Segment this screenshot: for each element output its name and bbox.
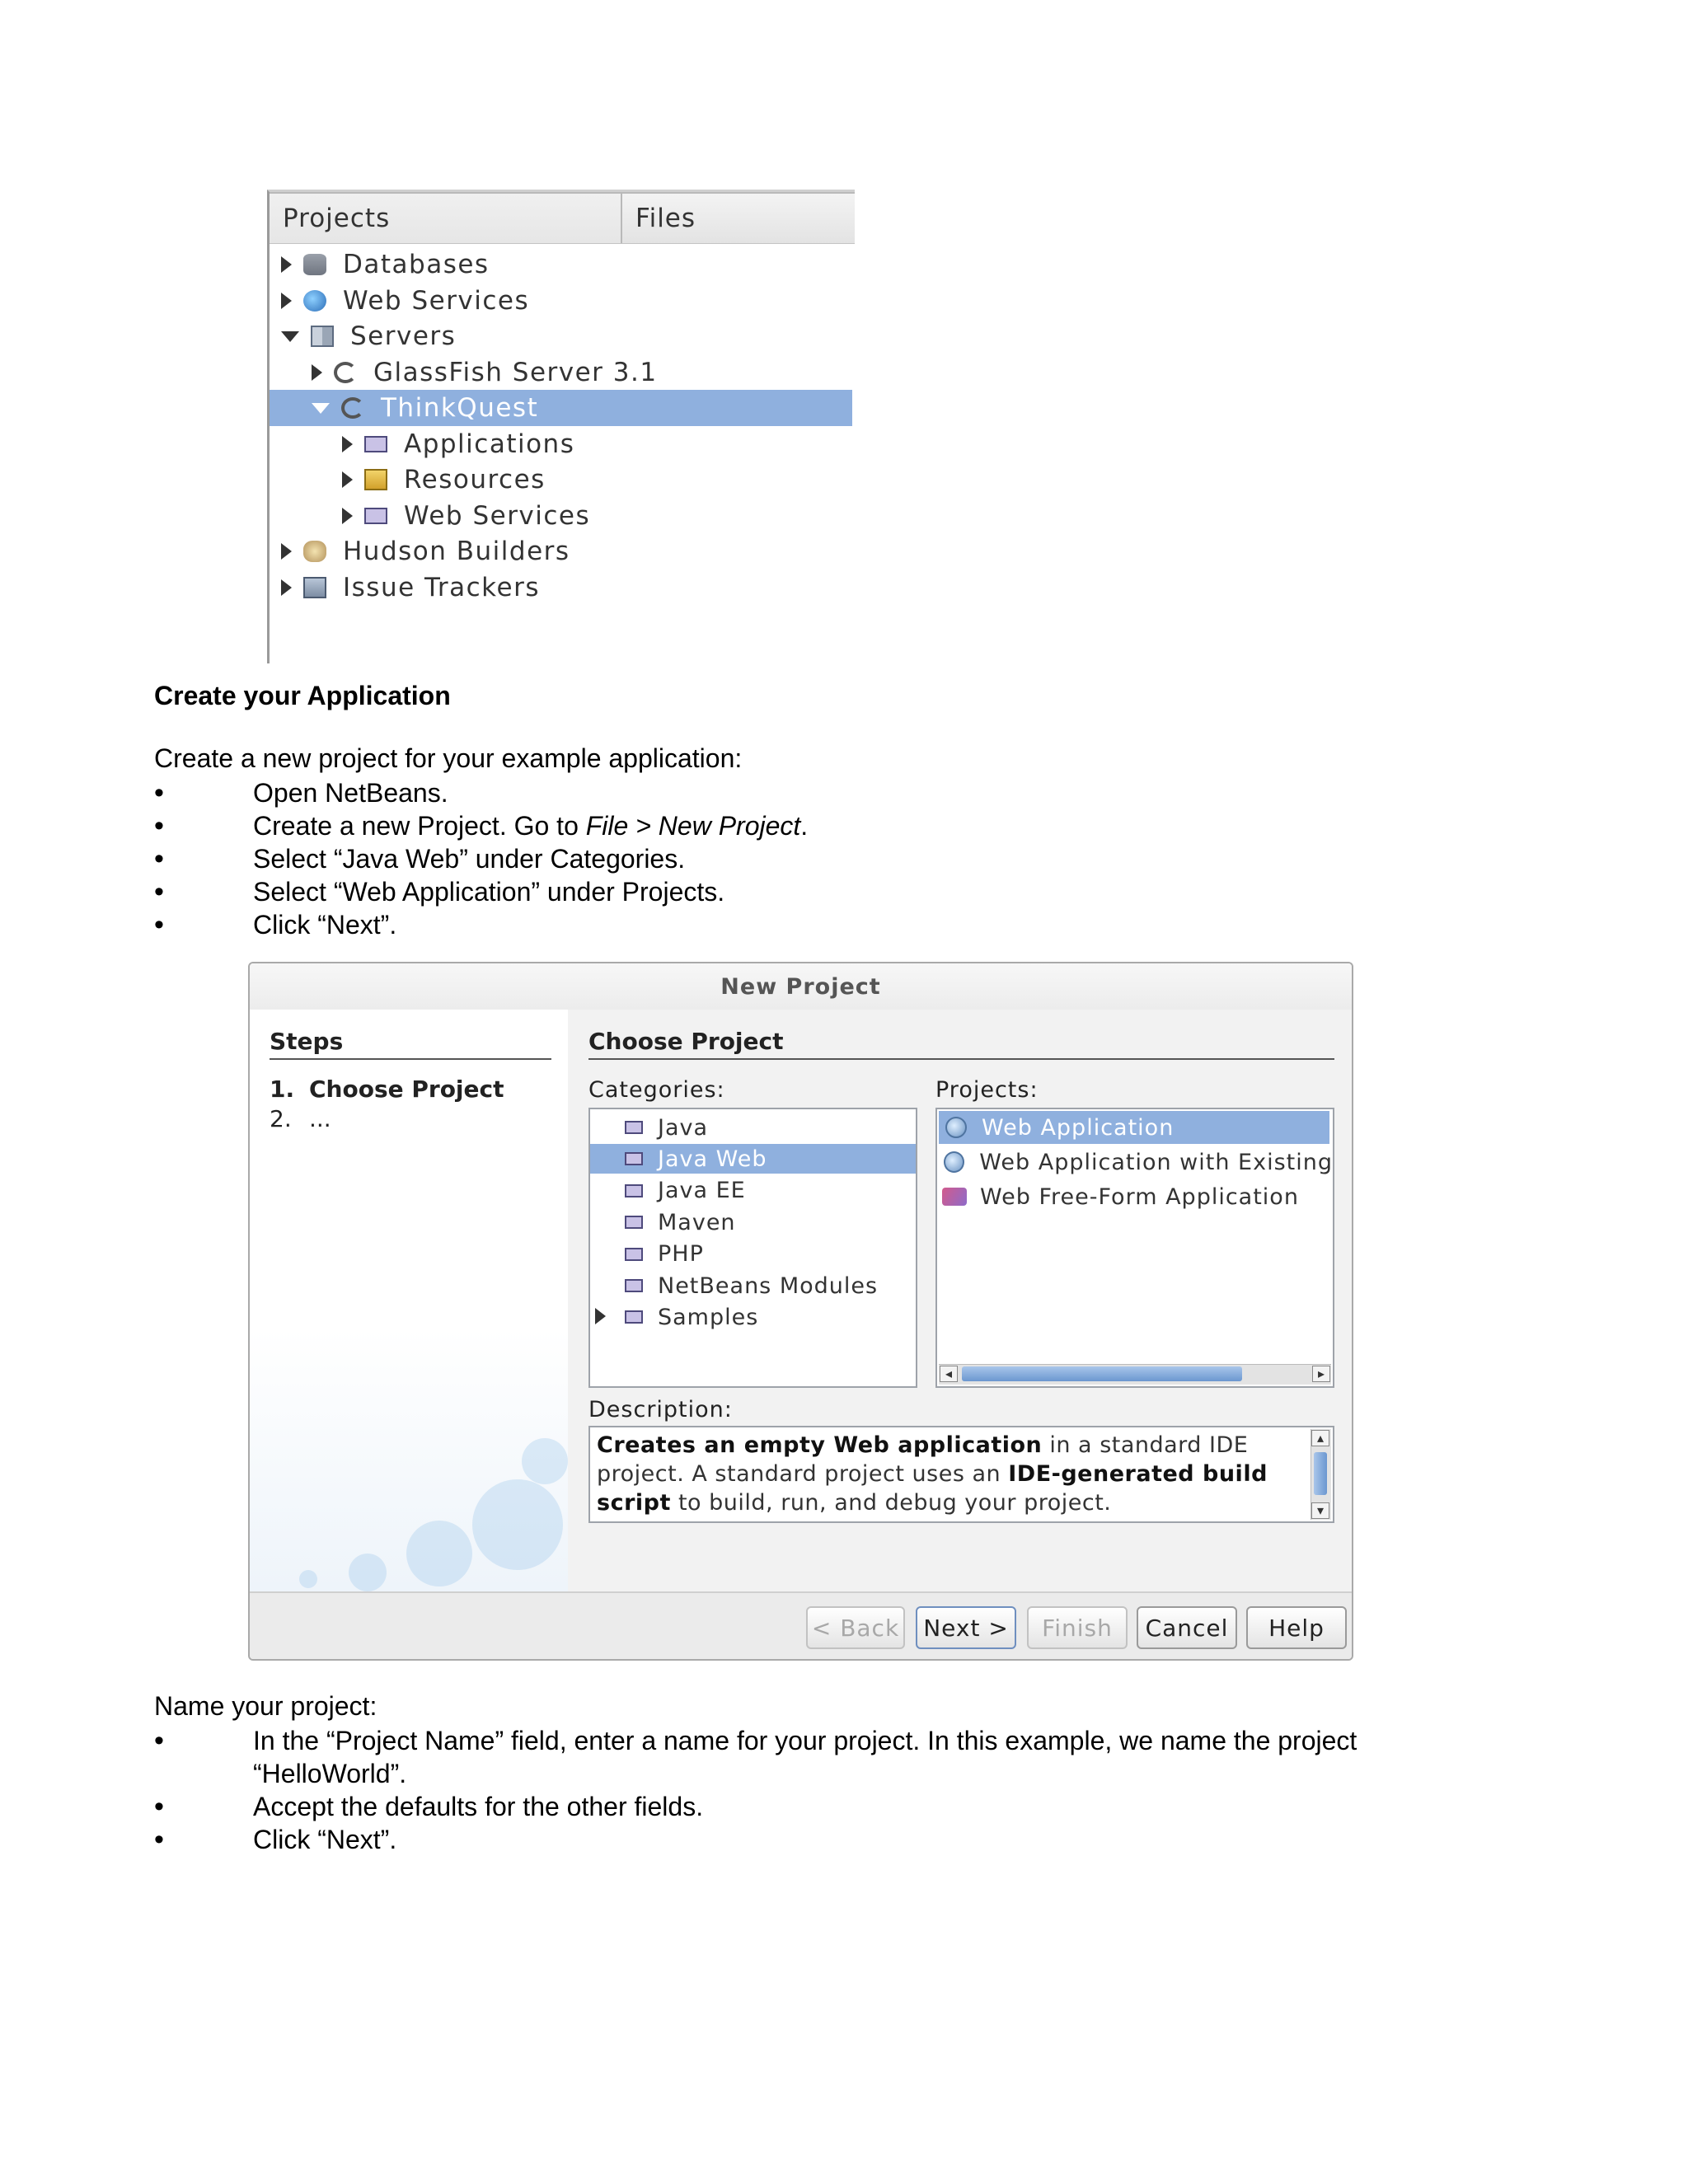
project-type-item[interactable]: Web Free-Form Application <box>937 1180 1333 1213</box>
tree-node-label: Hudson Builders <box>343 537 570 566</box>
wizard-step: 1. Choose Project <box>270 1076 504 1103</box>
projects-tree-panel <box>267 190 855 663</box>
folder-icon <box>364 508 387 524</box>
decorative-bubble <box>349 1554 387 1591</box>
back-button[interactable]: < Back <box>806 1606 905 1649</box>
description-box <box>588 1426 1334 1523</box>
category-item[interactable]: NetBeans Modules <box>590 1271 916 1301</box>
tree-node[interactable] <box>270 569 852 606</box>
tree-node[interactable] <box>270 498 852 534</box>
tree-node[interactable] <box>270 283 852 319</box>
tree-node[interactable] <box>270 246 852 283</box>
scroll-right-arrow-icon[interactable]: ▸ <box>1312 1366 1330 1382</box>
issue-tracker-icon <box>303 577 326 598</box>
server-running-icon <box>341 397 364 419</box>
tree-node[interactable] <box>270 318 852 354</box>
projects-list[interactable] <box>935 1108 1334 1388</box>
servers-icon <box>311 326 334 347</box>
list-item: • In the “Project Name” field, enter a name for your project. In this example, we name the project “HelloWorld”. <box>154 1724 1621 1790</box>
globe-icon <box>945 1117 967 1138</box>
scroll-up-arrow-icon[interactable]: ▴ <box>1311 1430 1329 1446</box>
scroll-down-arrow-icon[interactable]: ▾ <box>1311 1502 1329 1519</box>
categories-label: Categories: <box>588 1077 725 1103</box>
project-type-item[interactable]: Web Application <box>939 1111 1329 1144</box>
category-item[interactable]: Maven <box>590 1207 916 1237</box>
horizontal-scroll-thumb[interactable] <box>962 1366 1242 1381</box>
folder-icon <box>625 1310 643 1324</box>
tree-node-label: Applications <box>404 429 575 459</box>
description-text: Creates an empty Web application in a standard IDE project. A standard project uses an IDE-generated build script to build, run, and debug your project. <box>597 1432 1268 1516</box>
help-button[interactable]: Help <box>1246 1606 1347 1649</box>
new-project-dialog <box>248 962 1353 1661</box>
list-item: • Accept the defaults for the other fields. <box>154 1790 1621 1823</box>
section-intro: Create a new project for your example application: <box>154 743 743 773</box>
list-item: • Create a new Project. Go to File > New Project. <box>154 809 1555 842</box>
category-item[interactable]: Java EE <box>590 1176 916 1206</box>
steps-title: Steps <box>270 1028 551 1060</box>
wizard-step: 2. ... <box>270 1105 331 1132</box>
tree-node-label: ThinkQuest <box>381 393 539 423</box>
list-item: • Click “Next”. <box>154 1823 1621 1856</box>
tree-node-label: Databases <box>343 250 490 279</box>
freeform-app-icon <box>942 1188 967 1206</box>
decorative-bubble <box>299 1570 317 1588</box>
finish-button[interactable]: Finish <box>1027 1606 1128 1649</box>
folder-icon <box>625 1184 643 1197</box>
hudson-icon <box>303 541 326 562</box>
expand-arrow-icon[interactable] <box>281 579 292 596</box>
folder-icon <box>364 436 387 452</box>
tree-node-label: Servers <box>350 321 457 351</box>
globe-icon <box>944 1151 964 1173</box>
folder-icon <box>625 1216 643 1229</box>
description-vertical-scrollbar[interactable] <box>1311 1429 1331 1520</box>
projects-horizontal-scrollbar[interactable] <box>939 1364 1331 1385</box>
cancel-button[interactable]: Cancel <box>1137 1606 1237 1649</box>
collapse-arrow-icon[interactable] <box>281 331 299 342</box>
list-item: • Click “Next”. <box>154 908 1555 941</box>
database-icon <box>303 254 326 275</box>
decorative-bubble <box>472 1479 563 1570</box>
tree-node-label: Issue Trackers <box>343 572 540 602</box>
tree-node[interactable] <box>270 426 852 462</box>
list-item: • Select “Web Application” under Projects. <box>154 875 1555 908</box>
decorative-bubble <box>522 1438 568 1484</box>
tree-node-label: Resources <box>404 465 546 494</box>
category-item[interactable]: Java <box>590 1113 916 1142</box>
category-item[interactable]: Java Web <box>590 1144 916 1174</box>
next-button[interactable]: Next > <box>916 1606 1016 1649</box>
folder-icon <box>625 1121 643 1134</box>
category-item[interactable]: Samples <box>590 1302 916 1332</box>
folder-icon <box>625 1152 643 1165</box>
expand-arrow-icon[interactable] <box>281 256 292 273</box>
expand-arrow-icon[interactable] <box>281 543 292 560</box>
tree-node[interactable] <box>270 354 852 391</box>
expand-arrow-icon[interactable] <box>595 1308 606 1324</box>
section2-intro: Name your project: <box>154 1691 377 1721</box>
list-item: • Select “Java Web” under Categories. <box>154 842 1555 875</box>
web-services-icon <box>303 290 326 312</box>
tree-node[interactable] <box>270 533 852 569</box>
list-item: • Open NetBeans. <box>154 776 1555 809</box>
tree-node-label: Web Services <box>404 500 591 531</box>
dialog-title: New Project <box>250 963 1352 1010</box>
tab-projects[interactable]: Projects <box>270 192 622 243</box>
project-type-item[interactable]: Web Application with Existing <box>937 1146 1333 1179</box>
expand-arrow-icon[interactable] <box>312 364 322 381</box>
scroll-left-arrow-icon[interactable]: ◂ <box>940 1366 958 1382</box>
naming-instruction-list <box>154 1724 1621 1856</box>
dialog-button-bar <box>250 1591 1352 1661</box>
tree-tab-bar <box>270 192 855 244</box>
tree-node[interactable] <box>270 390 852 426</box>
description-label: Description: <box>588 1397 733 1422</box>
folder-icon <box>625 1248 643 1261</box>
collapse-arrow-icon[interactable] <box>312 403 330 414</box>
category-item[interactable]: PHP <box>590 1240 916 1269</box>
expand-arrow-icon[interactable] <box>342 508 353 524</box>
tree-node[interactable] <box>270 462 852 498</box>
tree-node-label: Web Services <box>343 285 530 316</box>
tree-node-label: GlassFish Server 3.1 <box>373 357 658 387</box>
instruction-list <box>154 776 1555 941</box>
folder-icon <box>625 1279 643 1292</box>
section-heading: Create your Application <box>154 681 451 710</box>
expand-arrow-icon[interactable] <box>342 436 353 452</box>
glassfish-icon <box>334 362 357 383</box>
expand-arrow-icon[interactable] <box>281 293 292 309</box>
vertical-scroll-thumb[interactable] <box>1314 1452 1327 1495</box>
expand-arrow-icon[interactable] <box>342 471 353 488</box>
choose-project-title: Choose Project <box>588 1028 1334 1060</box>
steps-pane <box>250 1010 568 1591</box>
categories-list[interactable] <box>588 1108 917 1388</box>
projects-label: Projects: <box>935 1077 1039 1103</box>
decorative-bubble <box>406 1521 472 1586</box>
resources-icon <box>364 469 387 490</box>
tab-files[interactable]: Files <box>622 192 855 243</box>
